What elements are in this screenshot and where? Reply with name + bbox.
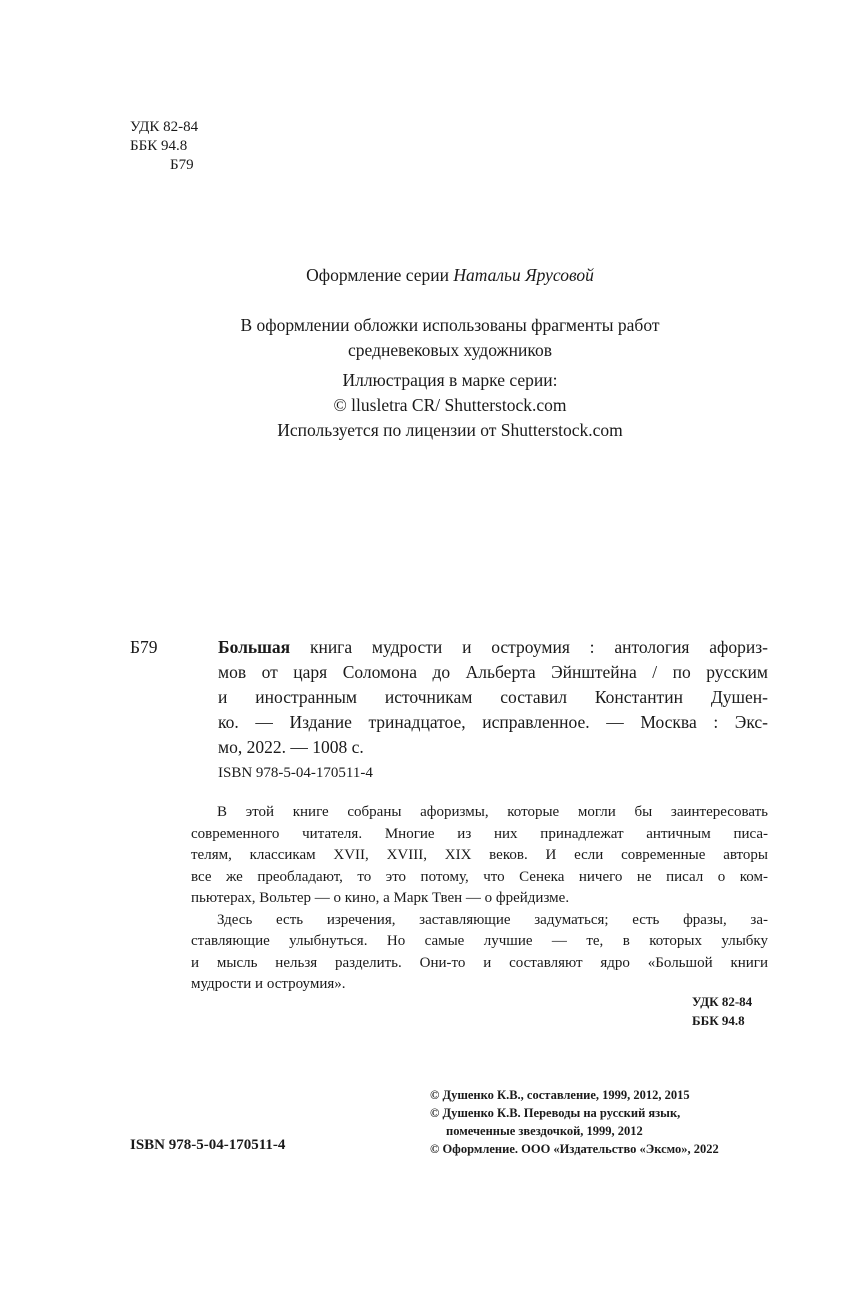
annotation-line: и мысль нельзя разделить. Они-то и составляют ядро «Большой книги — [191, 954, 768, 971]
bbk-code: ББК 94.8 — [692, 1013, 745, 1028]
annotation-line: ставляющие улыбнуться. Но самые лучшие — те, в которых улыбку — [191, 933, 768, 949]
top-classification-codes — [130, 118, 198, 175]
bbk-code: ББК 94.8 — [130, 138, 188, 154]
biblio-line — [218, 635, 768, 660]
author-mark: Б79 — [170, 157, 194, 173]
annotation-line: В этой книге собраны афоризмы, которые могли бы заинтересовать — [217, 804, 768, 820]
annotation-line: все же преобладают, то это потому, что Сенека ничего не писал о ком- — [191, 868, 768, 885]
bottom-classification-codes — [692, 992, 752, 1030]
annotation-line: телям, классикам XVII, XVIII, XIX веков. И если современные авторы — [191, 847, 768, 863]
udk-code: УДК 82-84 — [130, 119, 199, 135]
cover-note — [0, 313, 845, 363]
annotation-line: Здесь есть изречения, заставляющие задуматься; есть фразы, за- — [217, 911, 768, 928]
series-design-credit — [0, 263, 845, 288]
isbn-bold: ISBN 978-5-04-170511-4 — [130, 1137, 286, 1153]
annotation-line: мудрости и остроумия». — [191, 976, 346, 992]
illustration-credit-line: Используется по лицензии от Shutterstock.com — [277, 420, 623, 440]
biblio-line: мов от царя Соломона до Альберта Эйнштейна / по русским — [218, 662, 768, 682]
isbn-record: ISBN 978-5-04-170511-4 — [218, 765, 373, 781]
biblio-line: мо, 2022. — 1008 с. — [218, 737, 364, 757]
biblio-line: и иностранным источникам составил Константин Душен- — [218, 687, 768, 707]
series-designer-name: Натальи Ярусовой — [453, 265, 594, 285]
series-design-prefix: Оформление серии — [306, 265, 454, 285]
bibliographic-record — [218, 635, 768, 760]
illustration-credit-line: © llusletra CR/ Shutterstock.com — [333, 395, 567, 415]
copyright-line: © Душенко К.В. Переводы на русский язык, — [430, 1106, 681, 1120]
illustration-credit-line: Иллюстрация в марке серии: — [342, 370, 558, 390]
copyright-line: © Оформление. ООО «Издательство «Эксмо», 2022 — [430, 1142, 719, 1156]
biblio-author-mark: Б79 — [130, 637, 158, 657]
annotation — [191, 802, 768, 996]
illustration-credit — [0, 368, 845, 443]
cover-note-line: В оформлении обложки использованы фрагменты работ — [240, 315, 660, 335]
copyright-block — [430, 1086, 719, 1158]
annotation-line: современного читателя. Многие из них принадлежат античным писа- — [191, 825, 768, 842]
biblio-line-rest: книга мудрости и остроумия : антология афориз- — [290, 637, 768, 657]
cover-note-line: средневековых художников — [348, 340, 552, 360]
biblio-title-bold: Большая — [218, 637, 291, 657]
udk-code: УДК 82-84 — [692, 994, 753, 1009]
biblio-line: ко. — Издание тринадцатое, исправленное. — Москва : Экс- — [218, 712, 768, 732]
annotation-line: пьютерах, Вольтер — о кино, а Марк Твен — о фрейдизме. — [191, 890, 570, 906]
copyright-line: © Душенко К.В., составление, 1999, 2012, 2015 — [430, 1088, 690, 1102]
copyright-line: помеченные звездочкой, 1999, 2012 — [446, 1124, 643, 1138]
